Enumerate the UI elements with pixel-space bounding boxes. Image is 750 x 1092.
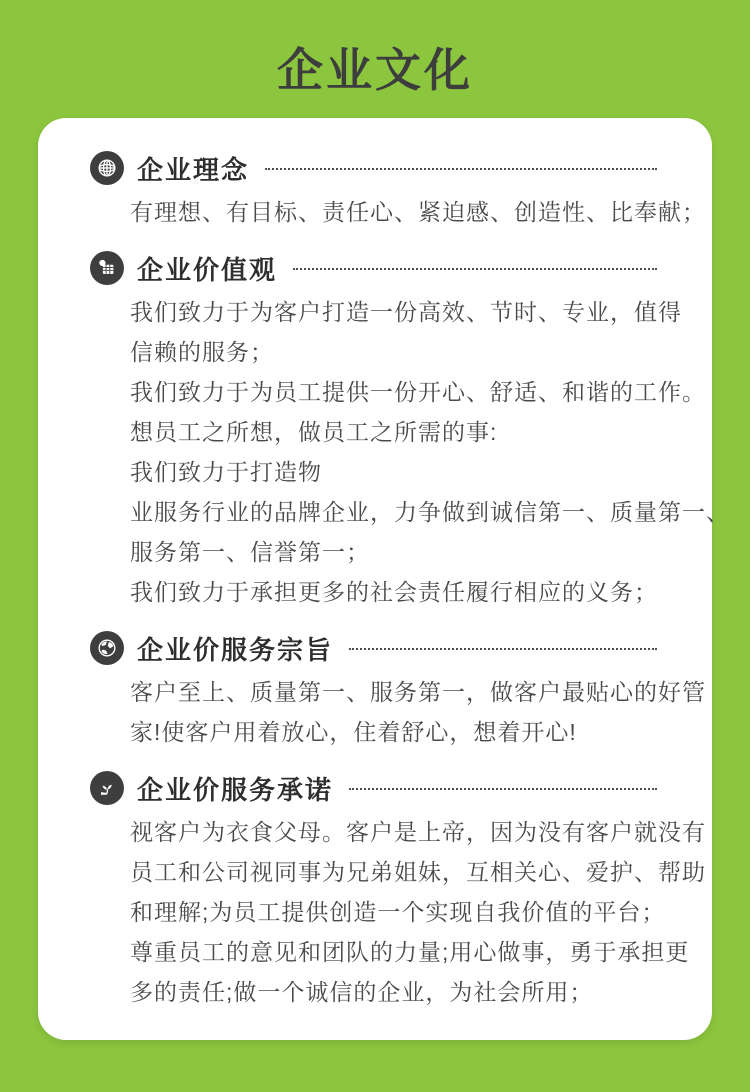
section-values: [90, 248, 730, 612]
body-line: 和理解;为员工提供创造一个实现自我价值的平台；: [130, 899, 666, 925]
body-line: 我们致力于打造物: [130, 459, 322, 485]
body-line: 家!使客户用着放心，住着舒心，想着开心!: [130, 719, 577, 745]
body-line: 多的责任;做一个诚信的企业，为社会所用；: [130, 979, 594, 1005]
body-line: 客户至上、质量第一、服务第一，做客户最贴心的好管: [130, 679, 706, 705]
body-line: 想员工之所想，做员工之所需的事:: [130, 419, 498, 445]
body-line: 视客户为衣食父母。客户是上帝，因为没有客户就没有: [130, 819, 706, 845]
dotted-divider: [293, 268, 657, 270]
section-service-commitment: [90, 768, 706, 1012]
earth-icon: [90, 631, 124, 665]
section-service-purpose: [90, 628, 706, 752]
section-philosophy: [90, 148, 706, 232]
page-title: 企业文化: [277, 44, 473, 96]
body-line: 有理想、有目标、责任心、紧迫感、创造性、比奉献；: [130, 199, 706, 225]
section-header: [90, 148, 682, 188]
body-line: 员工和公司视同事为兄弟姐妹，互相关心、爱护、帮助: [130, 859, 706, 885]
body-line: 服务第一、信誉第一；: [130, 539, 370, 565]
sprout-hand-icon: [90, 771, 124, 805]
section-body: [130, 192, 706, 232]
dotted-divider: [349, 788, 657, 790]
globe-icon: [90, 151, 124, 185]
section-title: 企业价值观: [137, 254, 278, 285]
body-line: 我们致力于为员工提供一份开心、舒适、和谐的工作。: [130, 379, 706, 405]
section-title: 企业理念: [137, 154, 250, 185]
dotted-divider: [349, 648, 657, 650]
body-line: 我们致力于为客户打造一份高效、节时、专业，值得: [130, 299, 682, 325]
content-card: [38, 118, 730, 1040]
section-title: 企业价服务承诺: [137, 774, 334, 805]
body-line: 我们致力于承担更多的社会责任履行相应的义务；: [130, 579, 658, 605]
section-title: 企业价服务宗旨: [137, 634, 334, 665]
section-body: [130, 812, 706, 1012]
section-header: [90, 248, 682, 288]
section-header: [90, 628, 682, 668]
section-body: [130, 672, 706, 752]
body-line: 信赖的服务；: [130, 339, 274, 365]
section-header: [90, 768, 682, 808]
calendar-icon: [90, 251, 124, 285]
body-line: 尊重员工的意见和团队的力量;用心做事，勇于承担更: [130, 939, 690, 965]
dotted-divider: [265, 168, 657, 170]
body-line: 业服务行业的品牌企业，力争做到诚信第一、质量第一、: [130, 499, 730, 525]
section-body: [130, 292, 730, 612]
